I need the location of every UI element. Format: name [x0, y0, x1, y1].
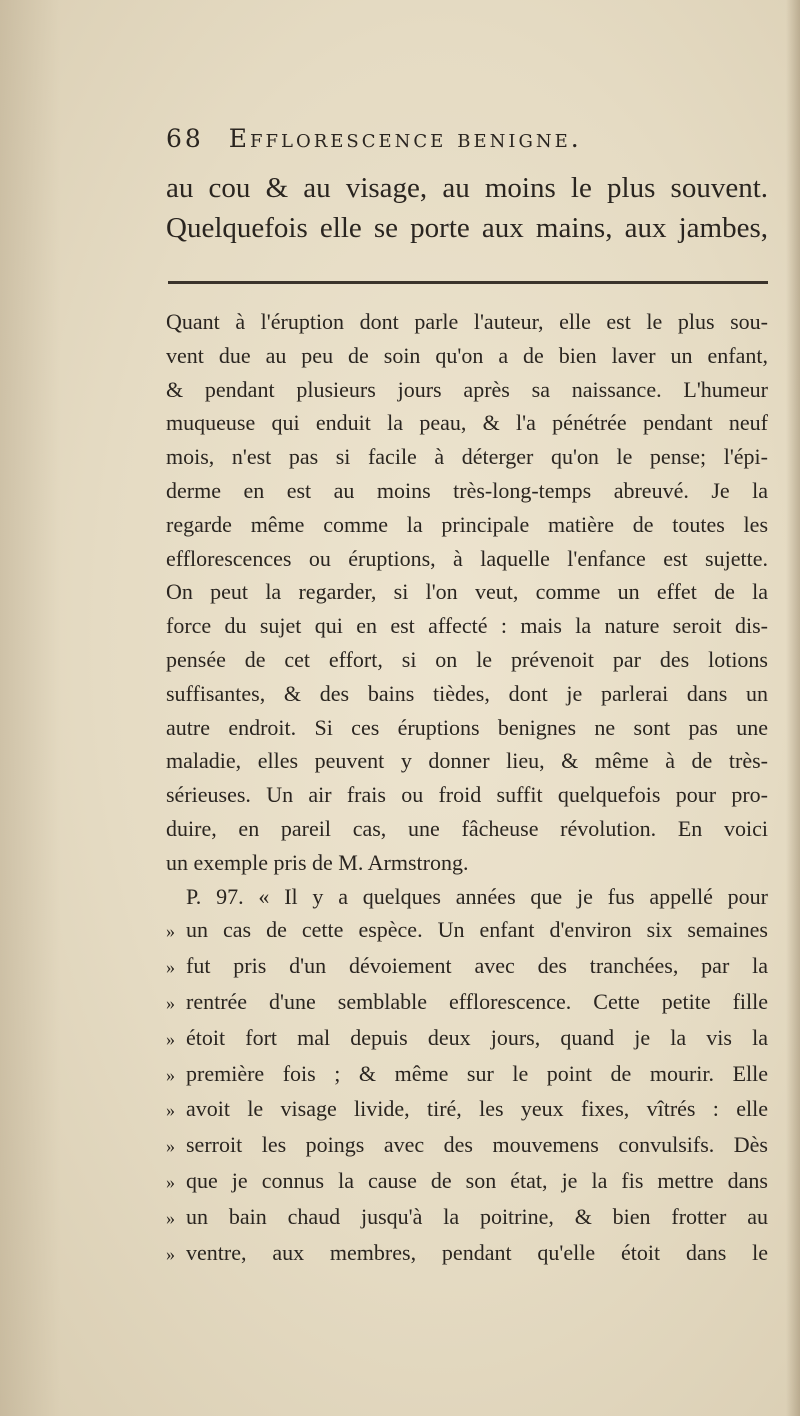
quote-line: » première fois ; & même sur le point de mourir. Elle [166, 1057, 768, 1093]
quote-mark: » [166, 1028, 175, 1049]
note-line: mois, n'est pas si facile à déterger qu'on le pense; l'épi- [166, 444, 768, 470]
quote-line: » un cas de cette espèce. Un enfant d'environ six semaines [166, 913, 768, 949]
note-line: & pendant plusieurs jours après sa naissance. L'humeur [166, 376, 768, 402]
quote-line: » étoit fort mal depuis deux jours, quand je la vis la [166, 1021, 768, 1057]
note-line: Quant à l'éruption dont parle l'auteur, elle est le plus sou- [166, 309, 768, 334]
note-line: muqueuse qui enduit la peau, & l'a pénétrée pendant neuf [166, 410, 768, 436]
page-gutter-shadow [0, 0, 60, 1416]
quote-mark: » [166, 921, 175, 942]
quote-line: » rentrée d'une semblable efflorescence. Cette petite fille [166, 985, 768, 1021]
note-line: suffisantes, & des bains tièdes, dont je parlerai dans un [166, 680, 768, 706]
quote-line: » que je connus la cause de son état, je la fis mettre dans [166, 1164, 768, 1200]
page-edge-shadow [786, 0, 800, 1416]
footnote-block [166, 305, 768, 1271]
quote-mark: » [166, 1243, 175, 1264]
quote-mark: » [166, 1100, 175, 1121]
text-line: au cou & au visage, au moins le plus souvent. [166, 172, 768, 204]
quote-mark: » [166, 1136, 175, 1157]
note-line: force du sujet qui en est affecté : mais la nature seroit dis- [166, 613, 768, 639]
quote-line: » serroit les poings avec des mouvemens convulsifs. Dès [166, 1128, 768, 1164]
text-line: Quelquefois elle se porte aux mains, aux jambes, [166, 212, 768, 244]
quote-line: » avoit le visage livide, tiré, les yeux fixes, vîtrés : elle [166, 1092, 768, 1128]
note-line: sérieuses. Un air frais ou froid suffit quelquefois pour pro- [166, 782, 768, 808]
quote-mark: » [166, 1207, 175, 1228]
page-number: 68 [166, 124, 204, 153]
note-line: regarde même comme la principale matière de toutes les [166, 511, 768, 537]
quote-first-line: P. 97. « Il y a quelques années que je fus appellé pour [186, 883, 768, 909]
quote-mark: » [166, 992, 175, 1013]
note-line: efflorescences ou éruptions, à laquelle l'enfance est sujette. [166, 545, 768, 571]
note-line: un exemple pris de M. Armstrong. [166, 849, 469, 875]
note-line: pensée de cet effort, si on le prévenoit par des lotions [166, 646, 768, 672]
note-line: derme en est au moins très-long-temps abreuvé. Je la [166, 477, 768, 503]
quote-line: » fut pris d'un dévoiement avec des tranchées, par la [166, 949, 768, 985]
footnote-rule [168, 281, 768, 284]
quote-mark: » [166, 1064, 175, 1085]
quote-mark: » [166, 1171, 175, 1192]
note-line: autre endroit. Si ces éruptions benignes ne sont pas une [166, 714, 768, 740]
quote-mark: » [166, 957, 175, 978]
running-title: Efflorescence benigne. [228, 124, 582, 153]
running-header [166, 124, 776, 160]
note-line: duire, en pareil cas, une fâcheuse révolution. En voici [166, 815, 768, 841]
note-line: vent due au peu de soin qu'on a de bien laver un enfant, [166, 342, 768, 368]
note-line: maladie, elles peuvent y donner lieu, & même à de très- [166, 748, 768, 774]
main-text-continuation [166, 168, 768, 248]
quote-line: » un bain chaud jusqu'à la poitrine, & bien frotter au [166, 1200, 768, 1236]
note-line: On peut la regarder, si l'on veut, comme un effet de la [166, 579, 768, 605]
quote-line: » ventre, aux membres, pendant qu'elle étoit dans le [166, 1236, 768, 1272]
